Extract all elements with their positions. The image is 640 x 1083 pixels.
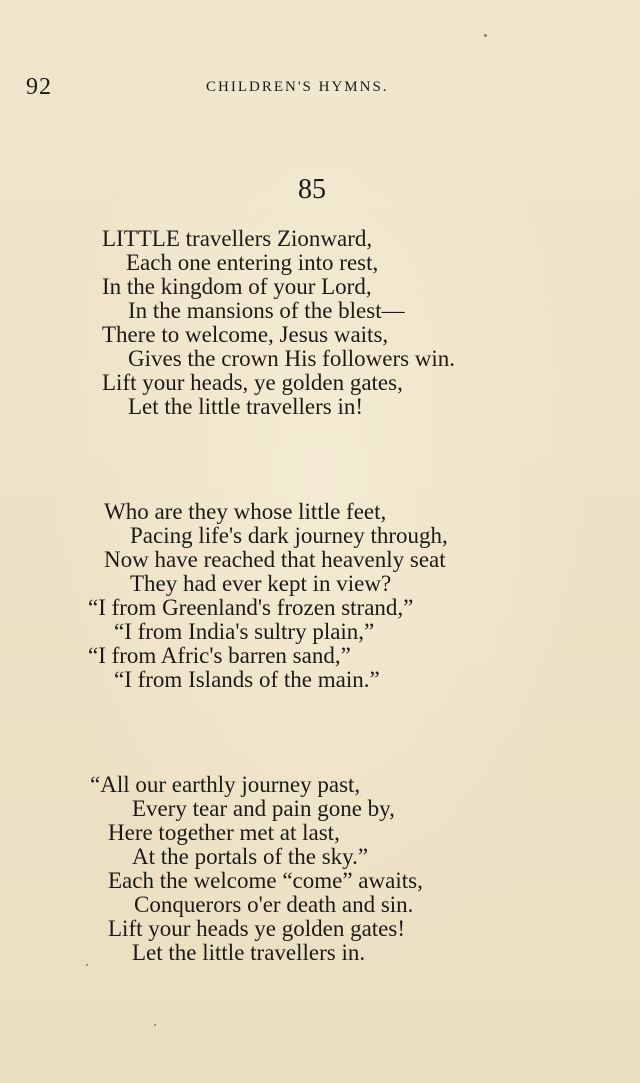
verse-line: Let the little travellers in.	[132, 940, 366, 965]
verse-line: In the mansions of the blest—	[128, 298, 405, 323]
verse-line: Who are they whose little feet,	[104, 499, 387, 524]
verse-line: Every tear and pain gone by,	[132, 796, 395, 821]
verse-line: Each one entering into rest,	[126, 250, 379, 275]
verse-line: There to welcome, Jesus waits,	[102, 322, 389, 347]
verse-line: LITTLE travellers Zionward,	[102, 226, 373, 251]
verse-line: Lift your heads, ye golden gates,	[102, 370, 403, 395]
verse-line: Now have reached that heavenly seat	[104, 547, 446, 572]
running-head: CHILDREN'S HYMNS.	[206, 79, 389, 95]
verse-line: Here together met at last,	[108, 820, 340, 845]
verse-line: Each the welcome “come” awaits,	[108, 868, 423, 893]
verse-line: Conquerors o'er death and sin.	[134, 892, 414, 917]
verse-line: Pacing life's dark journey through,	[130, 523, 448, 548]
page-number: 92	[26, 74, 52, 100]
paper-speck	[154, 1024, 156, 1026]
paper-speck	[484, 34, 487, 37]
verse-line: They had ever kept in view?	[130, 571, 392, 596]
verse-line: In the kingdom of your Lord,	[102, 274, 372, 299]
verse-line: Gives the crown His followers win.	[128, 346, 456, 371]
verse-line: “All our earthly journey past,	[90, 772, 361, 797]
paper-speck	[86, 964, 88, 966]
verse-line: “I from India's sultry plain,”	[114, 619, 375, 644]
verse-line: “I from Afric's barren sand,”	[88, 643, 351, 668]
hymn-number: 85	[298, 174, 326, 205]
verse-line: “I from Greenland's frozen strand,”	[88, 595, 414, 620]
verse-line: At the portals of the sky.”	[132, 844, 369, 869]
verse-line: Lift your heads ye golden gates!	[108, 916, 405, 941]
verse-line: Let the little travellers in!	[128, 394, 364, 419]
verse-line: “I from Islands of the main.”	[114, 667, 380, 692]
